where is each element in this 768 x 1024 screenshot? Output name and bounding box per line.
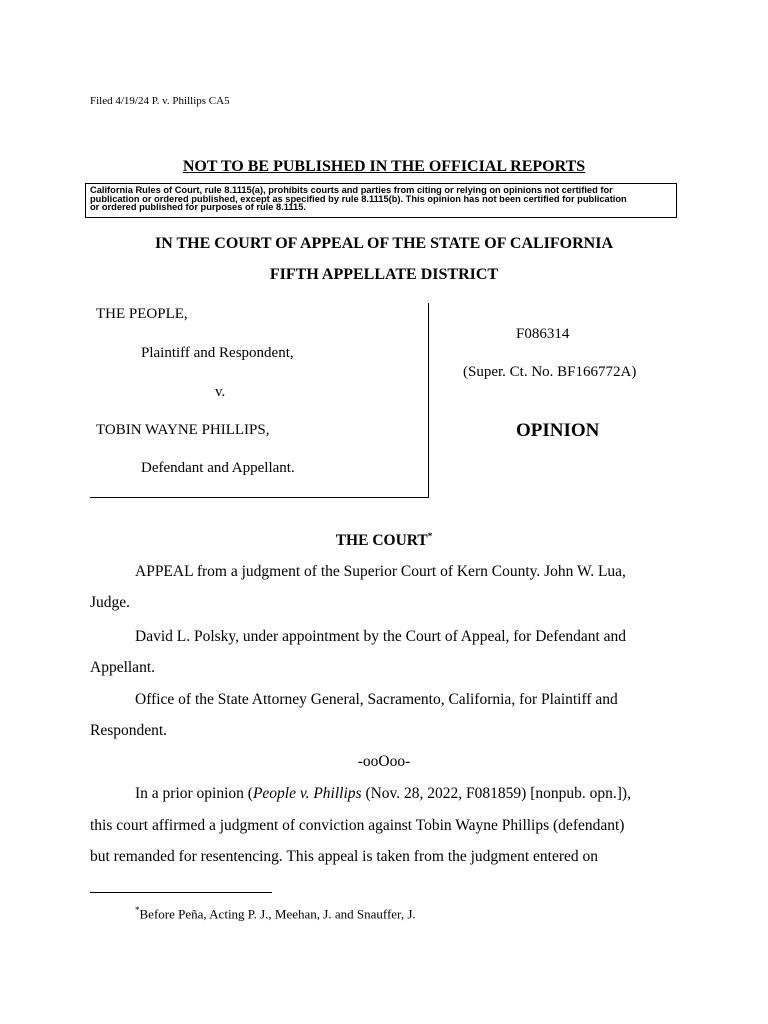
counsel-respondent-line-1: Office of the State Attorney General, Sacramento, California, for Plaintiff and (135, 691, 618, 708)
district-name: FIFTH APPELLATE DISTRICT (269, 266, 499, 283)
opinion-text-pre: In a prior opinion ( (135, 785, 253, 802)
counsel-respondent-line-2: Respondent. (90, 722, 168, 739)
rule-notice-line-2: publication or ordered published, except as specified by rule 8.1115(b). This opinion has not been certified for publication (90, 193, 627, 204)
opinion-paragraph-line-2: this court affirmed a judgment of conviction against Tobin Wayne Phillips (defendant) (90, 817, 625, 834)
rule-notice-line-1: California Rules of Court, rule 8.1115(a), prohibits courts and parties from citing or relying on opinions not certified for (90, 185, 613, 195)
counsel-appellant-line-2: Appellant. (90, 659, 155, 676)
case-number: F086314 (516, 326, 570, 342)
the-court-heading (0, 531, 768, 550)
plaintiff-role: Plaintiff and Respondent, (141, 345, 294, 361)
not-published-heading: NOT TO BE PUBLISHED IN THE OFFICIAL REPORTS (182, 158, 586, 175)
opinion-paragraph-line-1 (135, 785, 631, 803)
the-court-text: THE COURT (335, 532, 428, 550)
case-caption-box (90, 303, 429, 498)
appeal-paragraph-line-2: Judge. (90, 594, 131, 611)
rule-notice-line-3: or ordered published for purposes of rule 8.1115. (90, 202, 306, 212)
footnote-divider (90, 892, 272, 893)
opinion-paragraph-line-3: but remanded for resentencing. This appeal is taken from the judgment entered on (90, 848, 599, 865)
footnote (135, 905, 416, 922)
party-plaintiff: THE PEOPLE, (96, 306, 188, 322)
footnote-ref-mark: * (427, 531, 433, 541)
filed-line: Filed 4/19/24 P. v. Phillips CA5 (90, 95, 230, 107)
footnote-mark: * (135, 905, 140, 915)
opinion-label: OPINION (516, 420, 600, 441)
defendant-role: Defendant and Appellant. (141, 460, 295, 476)
superior-court-number: (Super. Ct. No. BF166772A) (463, 364, 637, 380)
versus-label: v. (215, 384, 226, 400)
rule-notice-box (85, 183, 677, 218)
section-separator: -ooOoo- (357, 753, 411, 770)
court-name: IN THE COURT OF APPEAL OF THE STATE OF CALIFORNIA (154, 235, 614, 252)
footnote-text: Before Peña, Acting P. J., Meehan, J. and Snauffer, J. (139, 906, 416, 922)
case-citation: People v. Phillips (252, 785, 362, 802)
party-defendant: TOBIN WAYNE PHILLIPS, (96, 422, 270, 438)
appeal-paragraph-line-1: APPEAL from a judgment of the Superior Court of Kern County. John W. Lua, (135, 563, 626, 580)
counsel-appellant-line-1: David L. Polsky, under appointment by the Court of Appeal, for Defendant and (135, 628, 627, 645)
opinion-text-post: (Nov. 28, 2022, F081859) [nonpub. opn.]), (361, 785, 631, 802)
